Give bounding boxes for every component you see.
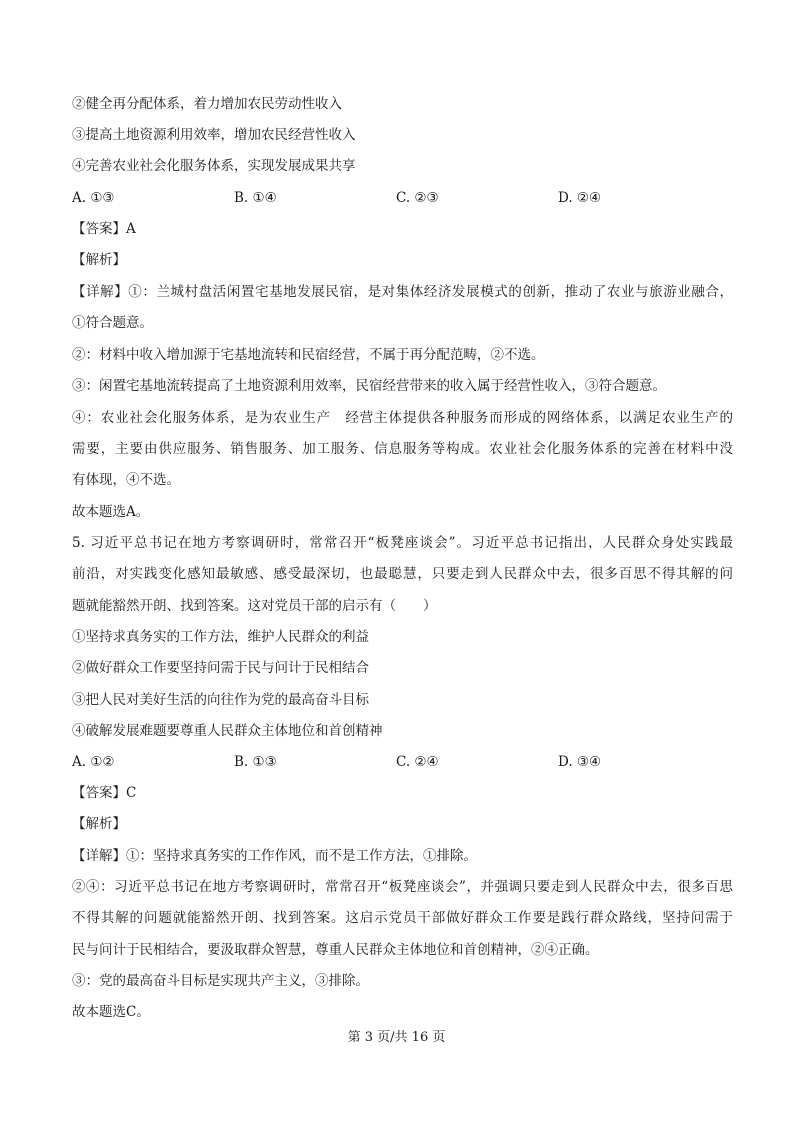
- page-number: 第 3 页/共 16 页: [347, 1030, 446, 1045]
- q5-detail-line: 【详解】①：坚持求真务实的工作作风，而不是工作方法，①排除。: [72, 848, 477, 864]
- q5-answer: 【答案】C: [72, 785, 137, 801]
- q4-statement-2: ②健全再分配体系，着力增加农民劳动性收入: [72, 96, 342, 112]
- q4-options: [72, 188, 732, 208]
- q4-option-b: B. ①④: [234, 190, 277, 206]
- q5-stem-line: 题就能豁然开朗、找到答案。这对党员干部的启示有（ ）: [72, 598, 437, 614]
- q5-statement-1: ①坚持求真务实的工作方法，维护人民群众的利益: [72, 629, 369, 645]
- q5-conclusion: 故本题选C。: [72, 1004, 150, 1020]
- q5-statement-4: ④破解发展难题要尊重人民群众主体地位和首创精神: [72, 723, 383, 739]
- q5-option-b: B. ①③: [234, 754, 277, 770]
- q5-analysis-label: 【解析】: [72, 816, 126, 832]
- q5-statement-3: ③把人民对美好生活的向往作为党的最高奋斗目标: [72, 692, 369, 708]
- q4-detail-line: ③：闲置宅基地流转提高了土地资源利用效率，民宿经营带来的收入属于经营性收入，③符合题意。: [72, 378, 666, 394]
- q4-conclusion: 故本题选A。: [72, 504, 150, 520]
- q4-analysis-label: 【解析】: [72, 252, 126, 268]
- q5-option-d: D. ③④: [558, 754, 602, 770]
- q4-answer: 【答案】A: [72, 221, 136, 237]
- q4-detail-line: 需要，主要由供应服务、销售服务、加工服务、信息服务等构成。农业社会化服务体系的完善在材料中没: [72, 441, 733, 457]
- q4-statement-3: ③提高土地资源利用效率，增加农民经营性收入: [72, 127, 356, 143]
- q5-detail-line: ②④：习近平总书记在地方考察调研时，常常召开“板凳座谈会”，并强调只要走到人民群众中去，很多百思: [72, 879, 733, 895]
- q5-detail-line: 不得其解的问题就能豁然开朗、找到答案。这启示党员干部做好群众工作要是践行群众路线，坚持问需于: [72, 910, 733, 926]
- q5-options: [72, 752, 732, 772]
- q4-option-a: A. ①③: [72, 190, 115, 206]
- q5-detail-line: ③：党的最高奋斗目标是实现共产主义，③排除。: [72, 973, 369, 989]
- q5-stem-line: 前沿，对实践变化感知最敏感、感受最深切，也最聪慧，只要走到人民群众中去，很多百思不得其解的问: [72, 566, 733, 582]
- q4-option-c: C. ②③: [396, 190, 439, 206]
- q4-detail-line: ①符合题意。: [72, 315, 153, 331]
- q4-statement-4: ④完善农业社会化服务体系，实现发展成果共享: [72, 158, 356, 174]
- q5-option-a: A. ①②: [72, 754, 115, 770]
- q5-statement-2: ②做好群众工作要坚持问需于民与问计于民相结合: [72, 660, 369, 676]
- q4-detail-line: ②：材料中收入增加源于宅基地流转和民宿经营，不属于再分配范畴，②不选。: [72, 347, 545, 363]
- q5-stem-line: 5. 习近平总书记在地方考察调研时，常常召开“板凳座谈会”。习近平总书记指出，人民群众身处实践最: [72, 535, 733, 551]
- q5-detail-line: 民与问计于民相结合，要汲取群众智慧，尊重人民群众主体地位和首创精神，②④正确。: [72, 942, 599, 958]
- q4-detail-line: 【详解】①：兰城村盘活闲置宅基地发展民宿，是对集体经济发展模式的创新，推动了农业与旅游业融合，: [72, 284, 733, 300]
- q4-detail-line: 有体现，④不选。: [72, 472, 180, 488]
- q5-option-c: C. ②④: [396, 754, 439, 770]
- q4-detail-line: ④：农业社会化服务体系，是为农业生产 经营主体提供各种服务而形成的网络体系，以满足农业生产的: [72, 410, 733, 426]
- q4-option-d: D. ②④: [558, 190, 602, 206]
